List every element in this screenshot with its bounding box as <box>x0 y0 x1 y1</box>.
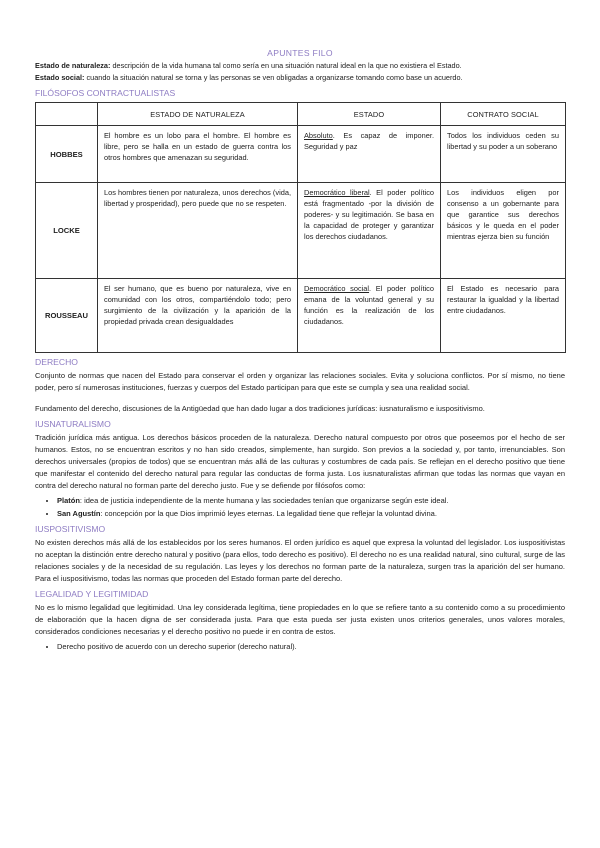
list-item-text: : idea de justicia independiente de la mente humana y las sociedades tenían que organizarse según este ideal. <box>79 496 449 505</box>
cell-naturaleza: El hombre es un lobo para el hombre. El hombre es libre, pero se halla en un estado de guerra contra los otros hombres que amenazan su seguridad. <box>98 126 298 183</box>
iuspositivismo-paragraph: No existen derechos más allá de los establecidos por los seres humanos. El orden jurídico es aquel que expresa la voluntad del legislador. Los iuspositivistas no aceptan la distinción entre derecho natural y positivo (para ellos, todo derecho es positivo). El derecho no es una realidad natural, sino cultural, surge de las relaciones sociales y de la necesidad de su regulación. Las leyes y los derechos no forman parte de la naturaleza, surgen tras la aparición del ser humano. Para el iuspositivismo, todas las normas que proceden del Estado forman parte del derecho. <box>35 538 565 583</box>
definition-estado-naturaleza <box>35 60 565 72</box>
section-heading-filosofos: FILÓSOFOS CONTRACTUALISTAS <box>35 88 176 98</box>
contractualistas-table <box>35 102 566 353</box>
legalidad-list <box>35 640 565 653</box>
table-header-contrato: CONTRATO SOCIAL <box>441 103 566 126</box>
row-header-hobbes: HOBBES <box>36 126 98 183</box>
philosopher-name: San Agustín <box>57 509 101 518</box>
estado-description: . Es capaz de imponer. Seguridad y paz <box>304 131 434 151</box>
filosofos-list <box>35 494 565 520</box>
list-item-text: : concepción por la que Dios imprimió leyes eternas. La legalidad tiene que reflejar la voluntad divina. <box>100 509 437 518</box>
derecho-paragraph-1: Conjunto de normas que nacen del Estado para conservar el orden y organizar las relaciones sociales. Evita y soluciona conflictos. Por sí mismo, no tiene poder, pero sí numerosas instituciones, fuerzas y cuerpos del Estado participan para que este se cumpla y sea una realidad social. <box>35 371 565 392</box>
definition-text: cuando la situación natural se torna y las personas se ven obligadas a organizarse tomando como base un acuerdo. <box>84 73 463 82</box>
term: Estado de naturaleza: <box>35 61 111 70</box>
section-heading-legalidad: LEGALIDAD Y LEGITIMIDAD <box>35 589 149 599</box>
cell-estado <box>298 126 441 183</box>
row-header-locke: LOCKE <box>36 183 98 279</box>
definition-estado-social <box>35 72 565 84</box>
table-header-empty <box>36 103 98 126</box>
table-row-rousseau <box>36 279 566 353</box>
philosopher-name: Platón <box>57 496 80 505</box>
estado-description: . El poder político está fragmentado -por la división de poderes- y su legitimación. Se basa en la capacidad de proteger y garantizar los derechos ciudadanos. <box>304 188 434 241</box>
legalidad-paragraph: No es lo mismo legalidad que legitimidad. Una ley considerada legítima, tiene propiedades en lo que se refiere tanto a su contenido como a su procedimiento de elaboración que la hacen digna de ser considerada justa. Para que esta pueda ser justa existen unos criterios generales, unos valores morales, considerados condiciones necesarias y el derecho positivo no puede ir en contra de estos. <box>35 603 565 636</box>
estado-type: Democrático social <box>304 284 370 293</box>
cell-contrato: Todos los individuos ceden su libertad y su poder a un soberano <box>441 126 566 183</box>
table-row-locke <box>36 183 566 279</box>
section-heading-iuspositivismo: IUSPOSITIVISMO <box>35 524 106 534</box>
cell-estado <box>298 279 441 353</box>
table-header-row <box>36 103 566 126</box>
section-heading-iusnaturalismo: IUSNATURALISMO <box>35 419 111 429</box>
row-header-rousseau: ROUSSEAU <box>36 279 98 353</box>
term: Estado social: <box>35 73 85 82</box>
derecho-paragraph-2: Fundamento del derecho, discusiones de la Antigüedad que han dado lugar a dos tradiciones jurídicas: iusnaturalismo e iuspositivismo. <box>35 404 485 413</box>
definition-text: descripción de la vida humana tal como sería en una situación natural ideal en la que no existiera el Estado. <box>110 61 462 70</box>
cell-naturaleza: Los hombres tienen por naturaleza, unos derechos (vida, libertad y prosperidad), pero puede que no se respeten. <box>98 183 298 279</box>
cell-naturaleza: El ser humano, que es bueno por naturaleza, vive en comunidad con los otros, compartiéndolo todo; pero surgimiento de la civilización y la aparición de la propiedad privada crean desigualdades <box>98 279 298 353</box>
section-heading-derecho: DERECHO <box>35 357 78 367</box>
table-row-hobbes <box>36 126 566 183</box>
list-item <box>57 494 565 507</box>
document-page <box>35 48 565 653</box>
table-header-naturaleza: ESTADO DE NATURALEZA <box>98 103 298 126</box>
estado-type: Absoluto <box>304 131 333 140</box>
document-title: APUNTES FILO <box>267 48 333 58</box>
estado-type: Democrático liberal <box>304 188 370 197</box>
cell-contrato: Los individuos eligen por consenso a un gobernante para que garantice sus derechos básicos y le queda en el poder mientras ejerza bien su función <box>441 183 566 279</box>
list-item: • Derecho positivo de acuerdo con un derecho superior (derecho natural). <box>57 640 565 653</box>
list-item <box>57 507 565 520</box>
iusnaturalismo-paragraph: Tradición jurídica más antigua. Los derechos básicos proceden de la naturaleza. Derecho natural compuesto por otros que poseemos por el hecho de ser humanos. Estos, no se encuentran escritos y no han sido creados, simplemente, han surgido. Son previos a la sociedad y, por tanto, irrenunciables. Son derechos universales (propios de todos) que se encuentran más allá de las culturas y costumbres de cada país. Se reflejan en el derecho positivo que tiene que manifestar el contenido del derecho natural para regular las conductas de forma justa. Los iusnaturalistas afirman que todas las normas que vayan en contra del derecho natural no forman parte del derecho justo. Fue y se defiende por filósofos como: <box>35 433 565 490</box>
table-header-estado: ESTADO <box>298 103 441 126</box>
cell-estado <box>298 183 441 279</box>
estado-description: . El poder político emana de la voluntad general y su función es la realización de los ciudadanos. <box>304 284 434 326</box>
cell-contrato: El Estado es necesario para restaurar la igualdad y la libertad entre ciudadanos. <box>441 279 566 353</box>
